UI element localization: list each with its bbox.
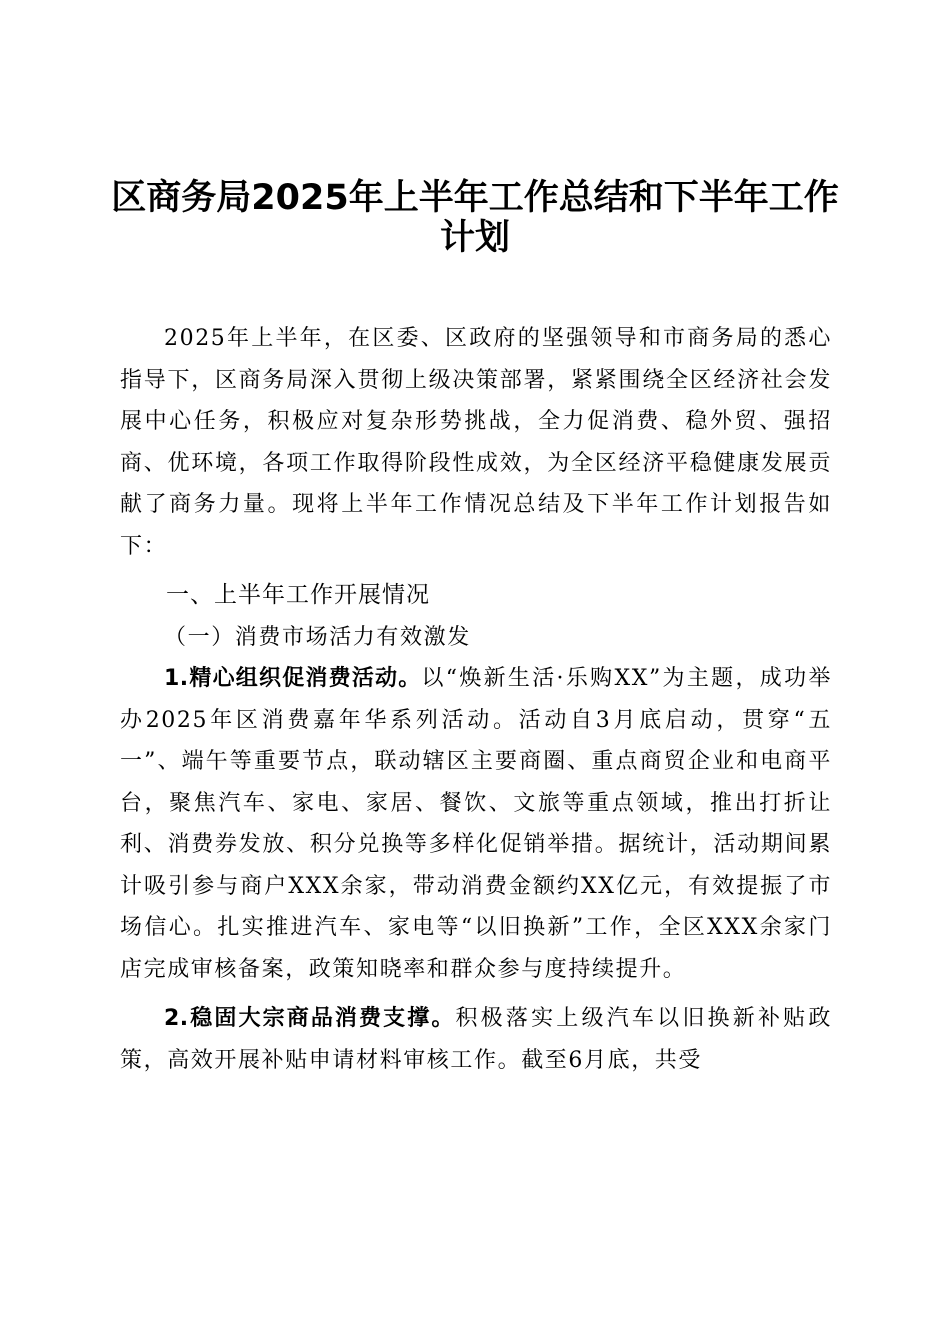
item-paragraph xyxy=(120,998,832,1081)
intro-paragraph: 2025年上半年，在区委、区政府的坚强领导和市商务局的悉心指导下，区商务局深入贯彻上级决策部署，紧紧围绕全区经济社会发展中心任务，积极应对复杂形势挑战，全力促消费、稳外贸、强招商、优环境，各项工作取得阶段性成效，为全区经济平稳健康发展贡献了商务力量。现将上半年工作情况总结及下半年工作计划报告如下： xyxy=(120,326,832,559)
item-lead: 1.精心组织促消费活动。 xyxy=(164,666,422,691)
document-title: 区商务局2025年上半年工作总结和下半年工作计划 xyxy=(111,178,839,258)
item-paragraph xyxy=(120,658,832,990)
item-text: 以“焕新生活·乐购XX”为主题，成功举办2025年区消费嘉年华系列活动。活动自3月底启动，贯穿“五一”、端午等重要节点，联动辖区主要商圈、重点商贸企业和电商平台，聚焦汽车、家电、家居、餐饮、文旅等重点领域，推出打折让利、消费券发放、积分兑换等多样化促销举措。据统计，活动期间累计吸引参与商户XXX余家，带动消费金额约XX亿元，有效提振了市场信心。扎实推进汽车、家电等“以旧换新”工作，全区XXX余家门店完成审核备案，政策知晓率和群众参与度持续提升。 xyxy=(120,666,832,982)
item-text: 积极落实上级汽车以旧换新补贴政策，高效开展补贴申请材料审核工作。截至6月底，共受 xyxy=(120,1006,832,1073)
section-heading: 一、上半年工作开展情况 xyxy=(166,582,430,608)
document-body xyxy=(120,318,832,1081)
subsection-heading: （一）消费市场活力有效激发 xyxy=(164,624,471,650)
item-lead: 2.稳固大宗商品消费支撑。 xyxy=(164,1006,456,1031)
